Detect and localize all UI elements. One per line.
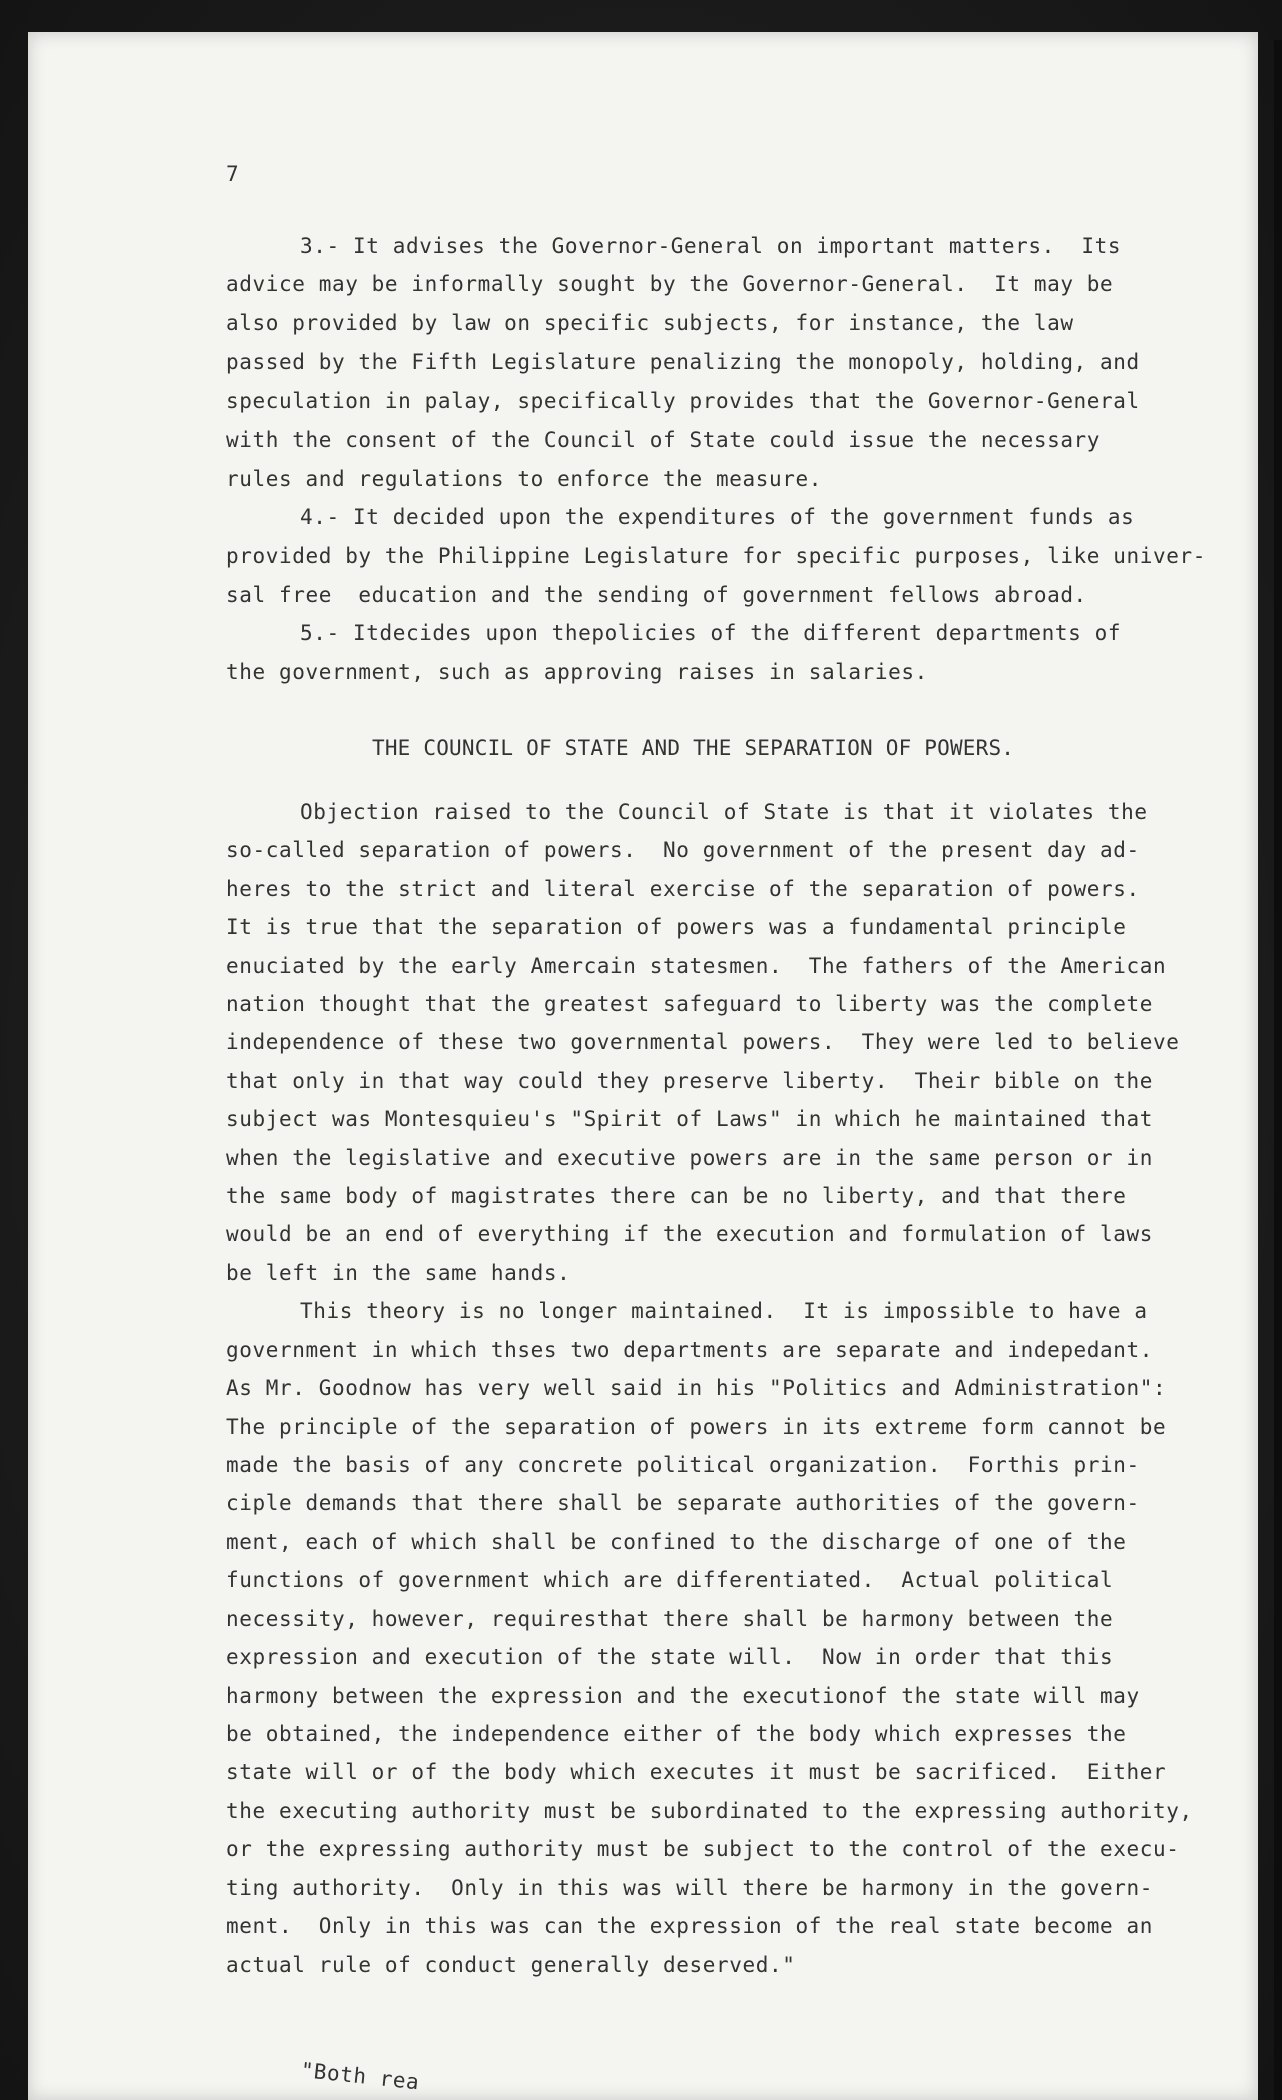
- text-line: rules and regulations to enforce the measure.: [226, 467, 822, 491]
- text-line: ment. Only in this was can the expression of the real state become an: [226, 1914, 1154, 1938]
- text-line: state will or of the body which executes it must be sacrificed. Either: [226, 1760, 1167, 1784]
- text-line: functions of government which are differentiated. Actual political: [226, 1568, 1114, 1592]
- text-line: actual rule of conduct generally deserved.": [226, 1953, 796, 1977]
- text-line: ment, each of which shall be confined to the discharge of one of the: [226, 1530, 1127, 1554]
- text-line: 3.- It advises the Governor-General on important matters. Its: [300, 234, 1122, 258]
- text-line: passed by the Fifth Legislature penalizing the monopoly, holding, and: [226, 350, 1140, 374]
- text-line: provided by the Philippine Legislature for specific purposes, like univer-: [226, 544, 1206, 568]
- text-line: advice may be informally sought by the Governor-General. It may be: [226, 272, 1114, 296]
- text-line: It is true that the separation of powers was a fundamental principle: [226, 915, 1127, 939]
- paper-sheet: [28, 32, 1258, 2100]
- page-number: 7: [226, 162, 240, 186]
- text-line: expression and execution of the state will. Now in order that this: [226, 1645, 1114, 1669]
- text-line: necessity, however, requiresthat there shall be harmony between the: [226, 1607, 1114, 1631]
- text-line: subject was Montesquieu's "Spirit of Laws" in which he maintained that: [226, 1107, 1154, 1131]
- text-line: As Mr. Goodnow has very well said in his "Politics and Administration":: [226, 1376, 1167, 1400]
- text-line: the same body of magistrates there can be no liberty, and that there: [226, 1184, 1127, 1208]
- text-line: harmony between the expression and the executionof the state will may: [226, 1684, 1140, 1708]
- text-line: government in which thses two departments are separate and indepedant.: [226, 1338, 1154, 1362]
- typewritten-text: [28, 32, 1206, 2095]
- text-line: ting authority. Only in this was will there be harmony in the govern-: [226, 1876, 1154, 1900]
- text-line: The principle of the separation of powers in its extreme form cannot be: [226, 1415, 1167, 1439]
- text-line: made the basis of any concrete political organization. Forthis prin-: [226, 1453, 1140, 1477]
- text-line: be left in the same hands.: [226, 1261, 571, 1285]
- text-line: nation thought that the greatest safeguard to liberty was the complete: [226, 992, 1154, 1016]
- text-line: with the consent of the Council of State could issue the necessary: [226, 428, 1101, 452]
- text-line: also provided by law on specific subjects, for instance, the law: [226, 311, 1074, 335]
- text-line: the government, such as approving raises in salaries.: [226, 660, 928, 684]
- text-line: that only in that way could they preserve liberty. Their bible on the: [226, 1069, 1154, 1093]
- text-line: sal free education and the sending of government fellows abroad.: [226, 583, 1087, 607]
- text-line: speculation in palay, specifically provides that the Governor-General: [226, 389, 1140, 413]
- scan-edge-strip: [1274, 40, 1282, 2100]
- text-line: Objection raised to the Council of State is that it violates the: [300, 800, 1148, 824]
- text-line: the executing authority must be subordinated to the expressing authority,: [226, 1799, 1193, 1823]
- text-line: This theory is no longer maintained. It is impossible to have a: [300, 1299, 1148, 1323]
- text-line: would be an end of everything if the execution and formulation of laws: [226, 1222, 1154, 1246]
- text-line: when the legislative and executive powers are in the same person or in: [226, 1146, 1154, 1170]
- footer-fragment: "Both rea: [299, 2058, 421, 2095]
- text-line: 4.- It decided upon the expenditures of the government funds as: [300, 505, 1135, 529]
- text-line: ciple demands that there shall be separate authorities of the govern-: [226, 1491, 1140, 1515]
- text-line: 5.- Itdecides upon thepolicies of the different departments of: [300, 621, 1122, 645]
- text-line: be obtained, the independence either of the body which expresses the: [226, 1722, 1127, 1746]
- text-line: so-called separation of powers. No government of the present day ad-: [226, 838, 1140, 862]
- text-line: independence of these two governmental powers. They were led to believe: [226, 1030, 1180, 1054]
- text-line: enuciated by the early Amercain statesmen. The fathers of the American: [226, 954, 1167, 978]
- section-heading: THE COUNCIL OF STATE AND THE SEPARATION OF POWERS.: [372, 736, 1015, 760]
- text-line: heres to the strict and literal exercise of the separation of powers.: [226, 877, 1140, 901]
- text-line: or the expressing authority must be subject to the control of the execu-: [226, 1837, 1180, 1861]
